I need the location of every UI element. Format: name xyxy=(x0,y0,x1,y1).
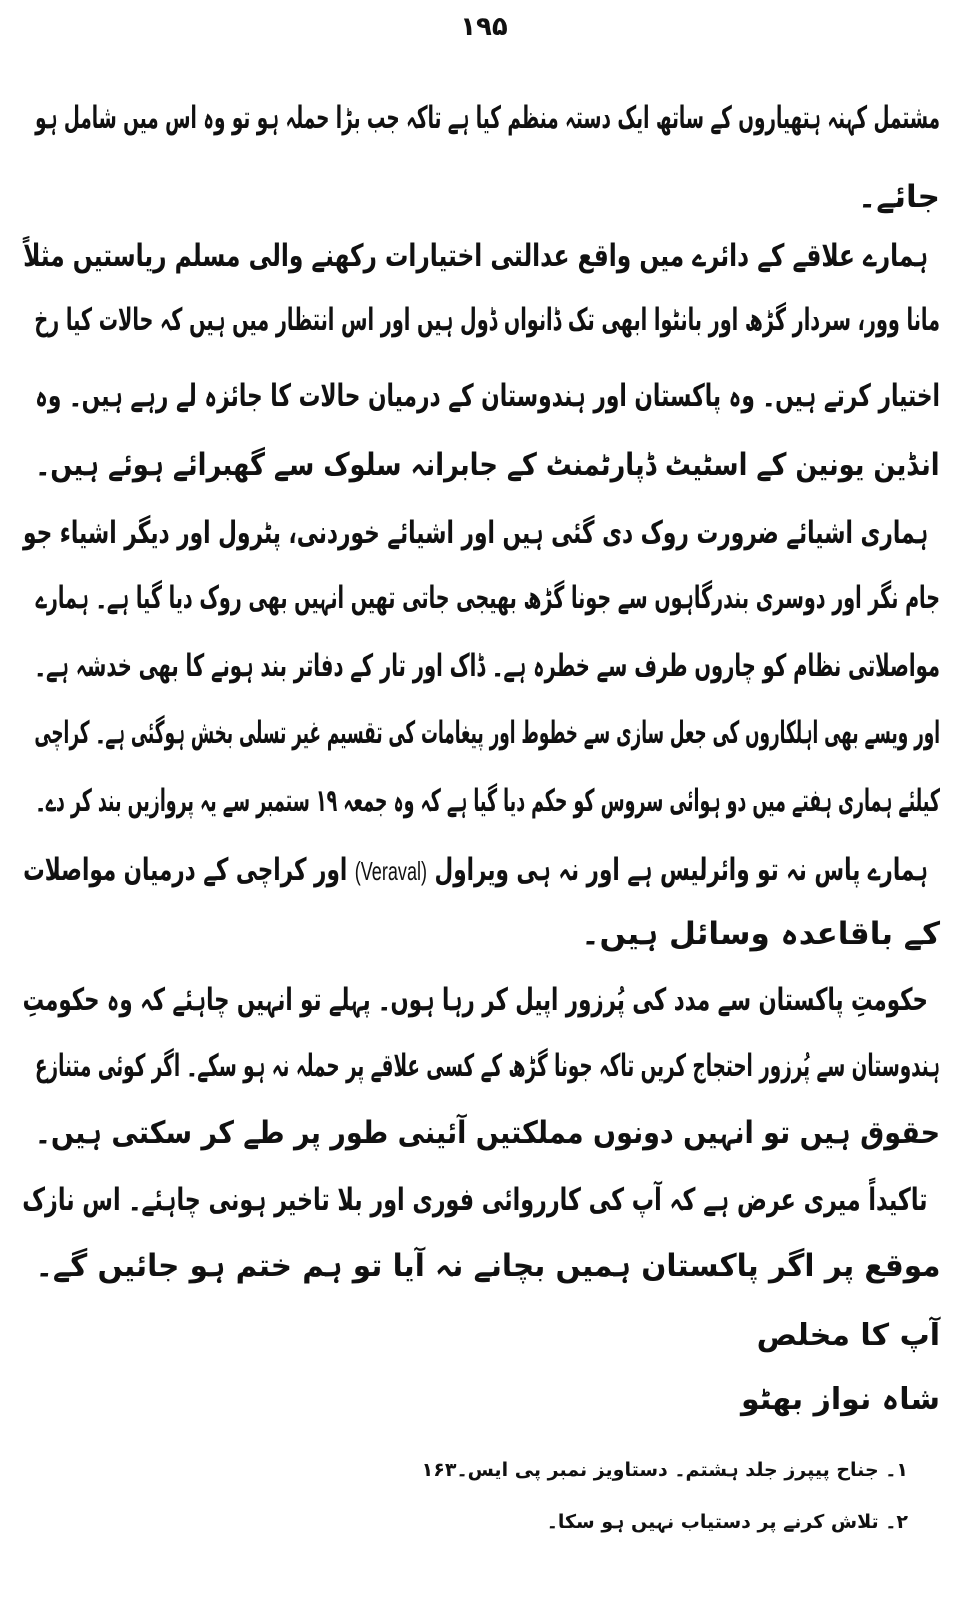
paragraph-first-line: ہماری اشیائے ضرورت روک دی گئی ہیں اور اشیائے خوردنی، پٹرول اور دیگر اشیاء جو xyxy=(22,515,928,551)
text-segment: اور کراچی کے درمیان مواصلات xyxy=(23,852,348,888)
text-line: جائے۔ xyxy=(858,179,940,215)
text-line: اور ویسے بھی اہلکاروں کی جعل سازی سے خطوط اور پیغامات کی تقسیم غیر تسلی بخش ہوگئی ہے۔ کراچی xyxy=(34,715,940,751)
footnote-item: ۲۔ تلاش کرنے پر دستیاب نہیں ہو سکا۔ xyxy=(546,1511,908,1533)
paragraph-first-line xyxy=(23,850,928,891)
text-line: انڈین یونین کے اسٹیٹ ڈپارٹمنٹ کے جابرانہ سلوک سے گھبرائے ہوئے ہیں۔ xyxy=(35,447,940,483)
closing-salutation: آپ کا مخلص xyxy=(756,1318,940,1353)
page-number: ۱۹۵ xyxy=(460,12,508,42)
signature-name: شاہ نواز بھٹو xyxy=(741,1382,940,1417)
paragraph-first-line: ہمارے علاقے کے دائرے میں واقع عدالتی اختیارات رکھنے والی مسلم ریاستیں مثلاً xyxy=(22,238,928,274)
text-segment: ہمارے پاس نہ تو وائرلیس ہے اور نہ ہی ویراول xyxy=(434,852,928,888)
text-line: مواصلاتی نظام کو چاروں طرف سے خطرہ ہے۔ ڈاک اور تار کے دفاتر بند ہونے کا بھی خدشہ ہے۔ xyxy=(34,648,940,684)
text-line: مانا وور، سردار گڑھ اور بانٹوا ابھی تک ڈانواں ڈول ہیں اور اس انتظار میں ہیں کہ حالات کیا رخ xyxy=(34,302,940,338)
text-line: موقع پر اگر پاکستان ہمیں بچانے نہ آیا تو ہم ختم ہو جائیں گے۔ xyxy=(35,1248,940,1284)
text-line: مشتمل کہنہ ہتھیاروں کے ساتھ ایک دستہ منظم کیا ہے تاکہ جب بڑا حملہ ہو تو وہ اس میں شامل ہو xyxy=(35,100,941,136)
text-line: اختیار کرتے ہیں۔ وہ پاکستان اور ہندوستان کے درمیان حالات کا جائزہ لے رہے ہیں۔ وہ xyxy=(35,378,940,414)
text-line: جام نگر اور دوسری بندرگاہوں سے جونا گڑھ بھیجی جاتی تھیں انہیں بھی روک دیا گیا ہے۔ ہمارے xyxy=(35,580,940,616)
text-line: ہندوستان سے پُرزور احتجاج کریں تاکہ جونا گڑھ کے کسی علاقے پر حملہ نہ ہو سکے۔ اگر کوئی متنازع xyxy=(34,1048,940,1084)
footnote-item: ۱۔ جناح پیپرز جلد ہشتم۔ دستاویز نمبر پی ایس۔۱۶۳ xyxy=(421,1459,908,1481)
text-line: حقوق ہیں تو انہیں دونوں مملکتیں آئینی طور پر طے کر سکتی ہیں۔ xyxy=(34,1115,940,1151)
text-line: کے باقاعدہ وسائل ہیں۔ xyxy=(581,916,940,952)
latin-term: (Veraval) xyxy=(354,856,428,886)
text-line: کیلئے ہماری ہفتے میں دو ہوائی سروس کو حکم دیا گیا ہے کہ وہ جمعہ ۱۹ ستمبر سے یہ پروازیں بند کر دے۔ xyxy=(35,783,941,819)
paragraph-first-line: حکومتِ پاکستان سے مدد کی پُرزور اپیل کر رہا ہوں۔ پہلے تو انہیں چاہئے کہ وہ حکومتِ xyxy=(22,982,928,1018)
paragraph-first-line: تاکیداً میری عرض ہے کہ آپ کی کارروائی فوری اور بلا تاخیر ہونی چاہئے۔ اس نازک xyxy=(22,1182,928,1218)
